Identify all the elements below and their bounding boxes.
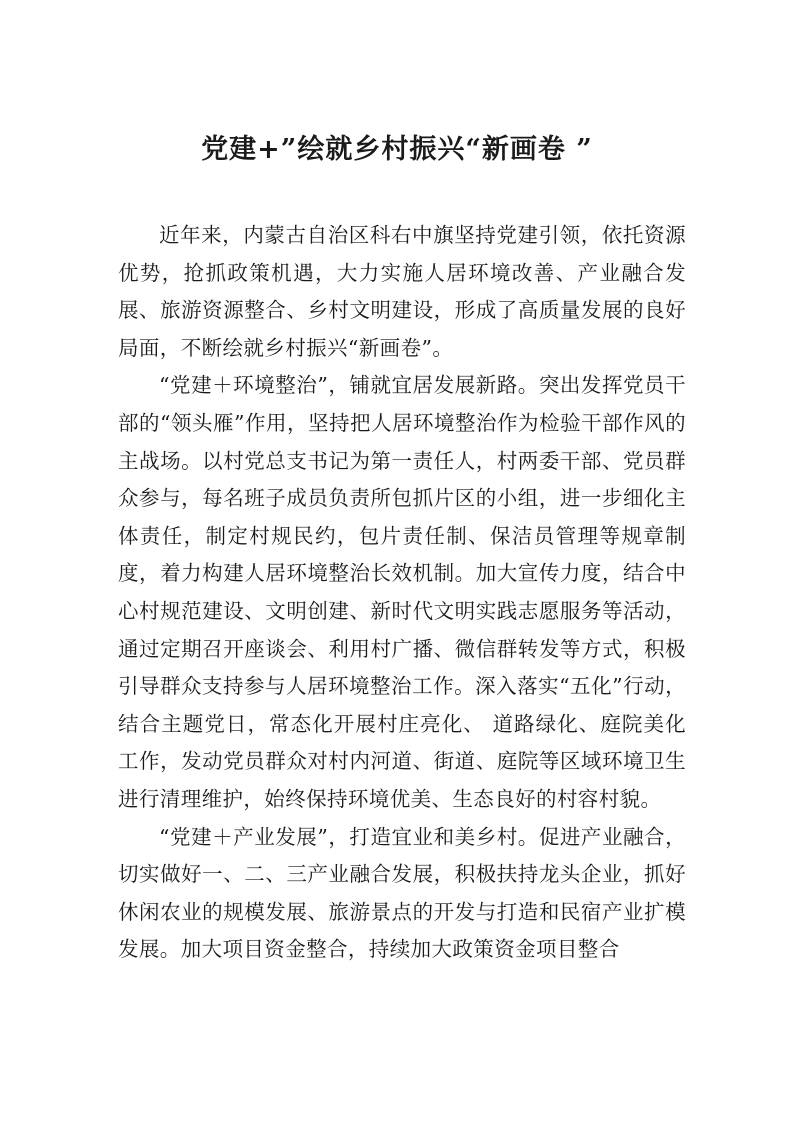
paragraph-industry: “党建＋产业发展”，打造宜业和美乡村。促进产业融合，切实做好一、二、三产业融合发展，积极扶持龙头企业，抓好休闲农业的规模发展、旅游景点的开发与打造和民宿产业扩模发展。加大项目资金整合，持续加大政策资金项目整合: [118, 824, 686, 962]
document-title: 党建+”绘就乡村振兴“新画卷 ”: [201, 134, 593, 165]
paragraph-intro: 近年来，内蒙古自治区科右中旗坚持党建引领，依托资源优势，抢抓政策机遇，大力实施人居环境改善、产业融合发展、旅游资源整合、乡村文明建设，形成了高质量发展的良好局面，不断绘就乡村振兴“新画卷”。: [118, 223, 686, 360]
document-body: [118, 217, 686, 969]
paragraph-environment: “党建＋环境整治”，铺就宜居发展新路。突出发挥党员干部的“领头雁”作用，坚持把人居环境整治作为检验干部作风的主战场。以村党总支书记为第一责任人，村两委干部、党员群众参与，每名班子成员负责所包抓片区的小组，进一步细化主体责任，制定村规民约，包片责任制、保洁员管理等规章制度，着力构建人居环境整治长效机制。加大宣传力度，结合中心村规范建设、文明创建、新时代文明实践志愿服务等活动，通过定期召开座谈会、利用村广播、微信群转发等方式，积极引导群众支持参与人居环境整治工作。深入落实“五化”行动，结合主题党日，常态化开展村庄亮化、 道路绿化、庭院美化工作，发动党员群众对村内河道、街道、庭院等区域环境卫生进行清理维护，始终保持环境优美、生态良好的村容村貌。: [118, 373, 686, 811]
